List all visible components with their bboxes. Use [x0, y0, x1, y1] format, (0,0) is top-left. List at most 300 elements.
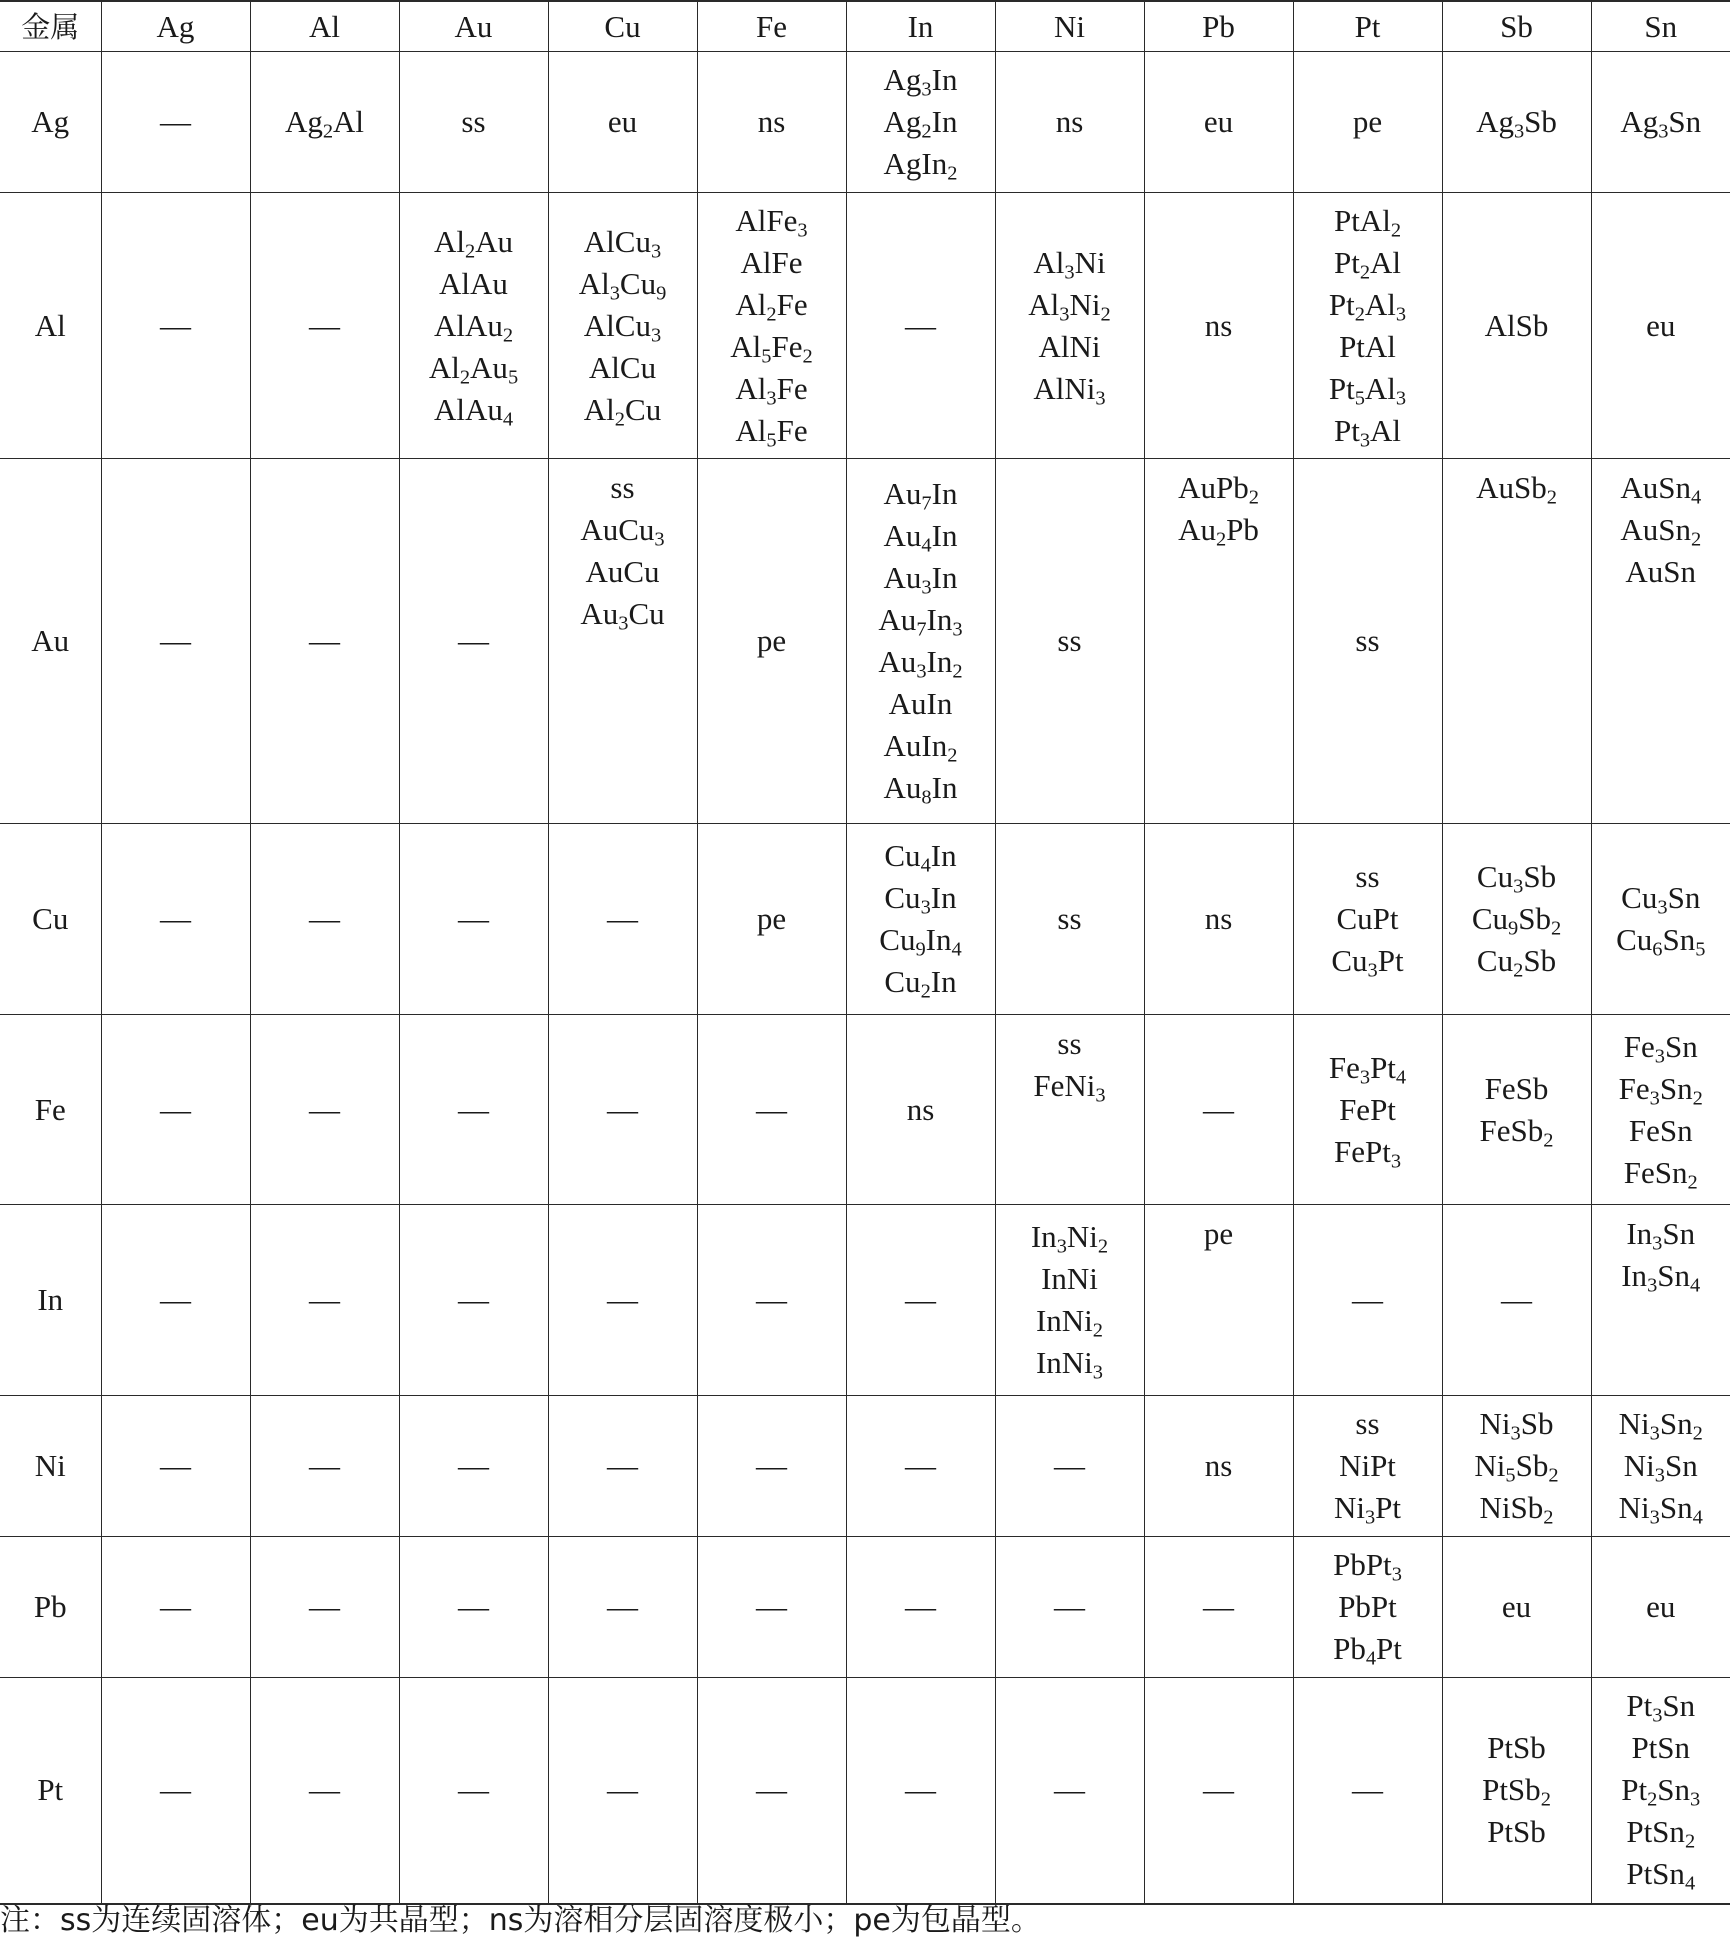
- cell-line: —: [847, 1586, 995, 1628]
- row-header: Ni: [0, 1396, 101, 1537]
- cell-line: —: [102, 620, 250, 662]
- cell-line: $In_3Ni_2$: [996, 1216, 1144, 1258]
- table-cell: [548, 824, 697, 1015]
- cell-line: $Au_3Cu$: [549, 593, 697, 635]
- table-cell: [1442, 193, 1591, 459]
- col-header: Sn: [1591, 1, 1730, 52]
- table-cell: [548, 52, 697, 193]
- table-cell: [995, 1396, 1144, 1537]
- cell-line: $Cu_4In$: [847, 835, 995, 877]
- row-header: Ag: [0, 52, 101, 193]
- table-cell: [697, 1537, 846, 1678]
- cell-line: InNi$_2$: [996, 1300, 1144, 1342]
- table-cell: [1591, 193, 1730, 459]
- cell-line: —: [1145, 1089, 1293, 1131]
- table-cell: [399, 459, 548, 824]
- cell-line: AuIn$_2$: [847, 725, 995, 767]
- cell-line: $Ni_3Pt$: [1294, 1487, 1442, 1529]
- cell-line: $Al_3Ni_2$: [996, 284, 1144, 326]
- cell-line: —: [1294, 1769, 1442, 1811]
- cell-line: —: [251, 1445, 399, 1487]
- table-cell: [995, 1537, 1144, 1678]
- cell-line: $Cu_3Pt$: [1294, 940, 1442, 982]
- cell-line: NiPt: [1294, 1445, 1442, 1487]
- cell-line: —: [847, 1769, 995, 1811]
- cell-line: —: [1145, 1769, 1293, 1811]
- cell-line: AuCu: [549, 551, 697, 593]
- cell-line: —: [549, 1279, 697, 1321]
- cell-line: PtSn$_2$: [1592, 1811, 1730, 1853]
- cell-line: —: [698, 1586, 846, 1628]
- corner-header: 金属: [0, 1, 101, 52]
- cell-line: FePt: [1294, 1089, 1442, 1131]
- header-row: [0, 1, 1730, 52]
- cell-line: AuPb$_2$: [1145, 467, 1293, 509]
- cell-line: $Cu_9Sb_2$: [1443, 898, 1591, 940]
- cell-line: —: [400, 1769, 548, 1811]
- cell-line: InNi: [996, 1258, 1144, 1300]
- cell-line: —: [102, 1089, 250, 1131]
- col-header: Ag: [101, 1, 250, 52]
- cell-line: —: [698, 1089, 846, 1131]
- col-header: Cu: [548, 1, 697, 52]
- table-row: [0, 1015, 1730, 1205]
- row-header: Pb: [0, 1537, 101, 1678]
- col-header: Pt: [1293, 1, 1442, 52]
- cell-line: AlNi$_3$: [996, 368, 1144, 410]
- table-cell: [697, 459, 846, 824]
- cell-line: —: [102, 101, 250, 143]
- cell-line: $Fe_3Pt_4$: [1294, 1047, 1442, 1089]
- cell-line: CuPt: [1294, 898, 1442, 940]
- row-header: Au: [0, 459, 101, 824]
- cell-line: —: [549, 898, 697, 940]
- cell-line: $Au_7In_3$: [847, 599, 995, 641]
- table-cell: [1442, 52, 1591, 193]
- cell-line: $Fe_3Sn_2$: [1592, 1068, 1730, 1110]
- table-cell: [697, 1396, 846, 1537]
- cell-line: PtAl$_2$: [1294, 200, 1442, 242]
- table-cell: [1293, 1205, 1442, 1396]
- cell-line: $Ni_3Sn_2$: [1592, 1403, 1730, 1445]
- cell-line: AlFe$_3$: [698, 200, 846, 242]
- cell-line: —: [400, 620, 548, 662]
- table-cell: [1293, 1537, 1442, 1678]
- table-row: [0, 1205, 1730, 1396]
- table-cell: [399, 193, 548, 459]
- table-cell: [995, 52, 1144, 193]
- cell-line: AlCu$_3$: [549, 305, 697, 347]
- cell-line: FeSn: [1592, 1110, 1730, 1152]
- cell-line: PbPt: [1294, 1586, 1442, 1628]
- table-cell: [1442, 1396, 1591, 1537]
- cell-line: —: [1145, 1586, 1293, 1628]
- cell-line: —: [1443, 1279, 1591, 1321]
- cell-line: AgIn$_2$: [847, 143, 995, 185]
- cell-line: —: [251, 1089, 399, 1131]
- table-cell: [1442, 1015, 1591, 1205]
- cell-line: FePt$_3$: [1294, 1131, 1442, 1173]
- cell-line: $Au_3In_2$: [847, 641, 995, 683]
- table-cell: [250, 52, 399, 193]
- col-header: Au: [399, 1, 548, 52]
- table-cell: [548, 1678, 697, 1904]
- table-row: [0, 824, 1730, 1015]
- cell-line: $Ag_2In$: [847, 101, 995, 143]
- cell-line: ss: [1294, 856, 1442, 898]
- table-cell: [1591, 459, 1730, 824]
- cell-line: —: [847, 1279, 995, 1321]
- table-cell: [846, 1678, 995, 1904]
- cell-line: ss: [996, 1023, 1144, 1065]
- table-cell: [1442, 1205, 1591, 1396]
- table-cell: [846, 1396, 995, 1537]
- table-cell: [1293, 1015, 1442, 1205]
- cell-line: NiSb$_2$: [1443, 1487, 1591, 1529]
- table-cell: [250, 1205, 399, 1396]
- cell-line: PbPt$_3$: [1294, 1544, 1442, 1586]
- table-cell: [995, 193, 1144, 459]
- cell-line: $Al_5Fe_2$: [698, 326, 846, 368]
- table-cell: [1144, 1015, 1293, 1205]
- cell-line: ss: [549, 467, 697, 509]
- table-cell: [1293, 1678, 1442, 1904]
- table-cell: [250, 824, 399, 1015]
- cell-line: pe: [698, 620, 846, 662]
- table-cell: [1591, 1678, 1730, 1904]
- table-cell: [846, 1537, 995, 1678]
- cell-line: $Cu_2Sb$: [1443, 940, 1591, 982]
- cell-line: AuIn: [847, 683, 995, 725]
- cell-line: $Pt_2Al$: [1294, 242, 1442, 284]
- table-cell: [250, 1396, 399, 1537]
- cell-line: PtSb: [1443, 1727, 1591, 1769]
- cell-line: —: [698, 1769, 846, 1811]
- table-cell: [1591, 1537, 1730, 1678]
- table-cell: [250, 1015, 399, 1205]
- cell-line: AlCu$_3$: [549, 221, 697, 263]
- cell-line: ss: [1294, 1403, 1442, 1445]
- cell-line: —: [251, 898, 399, 940]
- cell-line: —: [549, 1089, 697, 1131]
- cell-line: $Al_3Cu_9$: [549, 263, 697, 305]
- table-cell: [995, 1678, 1144, 1904]
- row-header: Fe: [0, 1015, 101, 1205]
- row-header: In: [0, 1205, 101, 1396]
- table-cell: [399, 1205, 548, 1396]
- col-header: Pb: [1144, 1, 1293, 52]
- table-cell: [1144, 1205, 1293, 1396]
- cell-line: —: [102, 1769, 250, 1811]
- cell-line: PtSb$_2$: [1443, 1769, 1591, 1811]
- col-header: Ni: [995, 1, 1144, 52]
- cell-line: AlCu: [549, 347, 697, 389]
- cell-line: $Ni_3Sn_4$: [1592, 1487, 1730, 1529]
- cell-line: $Au_3In$: [847, 557, 995, 599]
- cell-line: $Al_5Fe$: [698, 410, 846, 452]
- table-cell: [250, 193, 399, 459]
- cell-line: —: [698, 1445, 846, 1487]
- cell-line: AlNi: [996, 326, 1144, 368]
- table-cell: [101, 1678, 250, 1904]
- cell-line: —: [251, 305, 399, 347]
- table-cell: [101, 1205, 250, 1396]
- table-cell: [1293, 824, 1442, 1015]
- cell-line: $Au_7In$: [847, 473, 995, 515]
- cell-line: ns: [698, 101, 846, 143]
- table-row: [0, 1678, 1730, 1904]
- table-cell: [399, 1537, 548, 1678]
- cell-line: $Pt_3Sn$: [1592, 1685, 1730, 1727]
- cell-line: —: [251, 1279, 399, 1321]
- table-cell: [1442, 824, 1591, 1015]
- table-cell: [846, 1205, 995, 1396]
- table-cell: [697, 824, 846, 1015]
- cell-line: —: [400, 1089, 548, 1131]
- cell-line: —: [549, 1769, 697, 1811]
- table-cell: [101, 193, 250, 459]
- cell-line: $Pt_2Al_3$: [1294, 284, 1442, 326]
- cell-line: eu: [1145, 101, 1293, 143]
- table-row: [0, 459, 1730, 824]
- cell-line: $Al_2Fe$: [698, 284, 846, 326]
- cell-line: AlSb: [1443, 305, 1591, 347]
- table-cell: [697, 1015, 846, 1205]
- cell-line: $Ni_3Sn$: [1592, 1445, 1730, 1487]
- cell-line: —: [549, 1586, 697, 1628]
- cell-line: eu: [1592, 305, 1730, 347]
- cell-line: ss: [1294, 620, 1442, 662]
- cell-line: $Cu_3In$: [847, 877, 995, 919]
- cell-line: —: [251, 620, 399, 662]
- table-cell: [1293, 193, 1442, 459]
- cell-line: $Au_2Pb$: [1145, 509, 1293, 551]
- table-cell: [250, 1678, 399, 1904]
- table-cell: [548, 1205, 697, 1396]
- cell-line: pe: [1145, 1213, 1293, 1255]
- table-cell: [697, 193, 846, 459]
- cell-line: $Pb_4Pt$: [1294, 1628, 1442, 1670]
- table-cell: [1591, 1205, 1730, 1396]
- table-cell: [548, 1396, 697, 1537]
- table-cell: [399, 824, 548, 1015]
- table-cell: [1293, 459, 1442, 824]
- table-cell: [697, 52, 846, 193]
- table-cell: [399, 52, 548, 193]
- cell-line: AuCu$_3$: [549, 509, 697, 551]
- table-cell: [1591, 1015, 1730, 1205]
- cell-line: $Au_8In$: [847, 767, 995, 809]
- cell-line: pe: [1294, 101, 1442, 143]
- cell-line: AlAu: [400, 263, 548, 305]
- table-cell: [846, 459, 995, 824]
- table-cell: [548, 1015, 697, 1205]
- cell-line: —: [996, 1769, 1144, 1811]
- cell-line: ns: [996, 101, 1144, 143]
- cell-line: $Cu_3Sb$: [1443, 856, 1591, 898]
- cell-line: —: [400, 1445, 548, 1487]
- table-cell: [995, 1205, 1144, 1396]
- cell-line: —: [996, 1445, 1144, 1487]
- cell-line: $Au_4In$: [847, 515, 995, 557]
- cell-line: AlAu$_2$: [400, 305, 548, 347]
- cell-line: ss: [996, 620, 1144, 662]
- cell-line: —: [847, 1445, 995, 1487]
- table-cell: [1293, 1396, 1442, 1537]
- cell-line: $Pt_2Sn_3$: [1592, 1769, 1730, 1811]
- table-cell: [1144, 459, 1293, 824]
- table-cell: [1293, 52, 1442, 193]
- cell-line: —: [549, 1445, 697, 1487]
- cell-line: $Al_2Cu$: [549, 389, 697, 431]
- cell-line: eu: [1443, 1586, 1591, 1628]
- table-note: 注：ss为连续固溶体；eu为共晶型；ns为溶相分层固溶度极小；pe为包晶型。: [0, 1906, 1041, 1936]
- cell-line: AlAu$_4$: [400, 389, 548, 431]
- cell-line: $Pt_3Al$: [1294, 410, 1442, 452]
- table-cell: [399, 1015, 548, 1205]
- cell-line: AuSn: [1592, 551, 1730, 593]
- table-row: [0, 193, 1730, 459]
- col-header: Fe: [697, 1, 846, 52]
- table-cell: [1144, 52, 1293, 193]
- cell-line: InNi$_3$: [996, 1342, 1144, 1384]
- table-cell: [101, 1015, 250, 1205]
- cell-line: $In_3Sn$: [1592, 1213, 1730, 1255]
- cell-line: FeSb$_2$: [1443, 1110, 1591, 1152]
- cell-line: —: [102, 1445, 250, 1487]
- cell-line: $Ag_3Sb$: [1443, 101, 1591, 143]
- cell-line: $Ni_5Sb_2$: [1443, 1445, 1591, 1487]
- table-cell: [548, 193, 697, 459]
- table-cell: [697, 1205, 846, 1396]
- col-header: In: [846, 1, 995, 52]
- cell-line: $Ag_3In$: [847, 59, 995, 101]
- cell-line: —: [102, 1586, 250, 1628]
- cell-line: —: [698, 1279, 846, 1321]
- cell-line: $Al_2Au_5$: [400, 347, 548, 389]
- cell-line: $Cu_6Sn_5$: [1592, 919, 1730, 961]
- table-cell: [1144, 1396, 1293, 1537]
- table-cell: [995, 459, 1144, 824]
- cell-line: —: [847, 305, 995, 347]
- cell-line: AlFe: [698, 242, 846, 284]
- table-cell: [697, 1678, 846, 1904]
- table-cell: [548, 1537, 697, 1678]
- cell-line: —: [400, 1279, 548, 1321]
- table-cell: [1144, 824, 1293, 1015]
- cell-line: PtSb: [1443, 1811, 1591, 1853]
- table-cell: [101, 1396, 250, 1537]
- cell-line: $Al_3Fe$: [698, 368, 846, 410]
- cell-line: $Ni_3Sb$: [1443, 1403, 1591, 1445]
- cell-line: —: [251, 1769, 399, 1811]
- cell-line: —: [400, 898, 548, 940]
- table-cell: [846, 52, 995, 193]
- cell-line: ss: [400, 101, 548, 143]
- col-header: Al: [250, 1, 399, 52]
- table-cell: [1591, 1396, 1730, 1537]
- cell-line: —: [1294, 1279, 1442, 1321]
- cell-line: PtSn: [1592, 1727, 1730, 1769]
- row-header: Cu: [0, 824, 101, 1015]
- cell-line: ns: [847, 1089, 995, 1131]
- table-row: [0, 52, 1730, 193]
- table-cell: [250, 459, 399, 824]
- cell-line: FeNi$_3$: [996, 1065, 1144, 1107]
- table-row: [0, 1537, 1730, 1678]
- cell-line: $Ag_2Al$: [251, 101, 399, 143]
- cell-line: —: [400, 1586, 548, 1628]
- cell-line: pe: [698, 898, 846, 940]
- cell-line: $Fe_3Sn$: [1592, 1026, 1730, 1068]
- cell-line: $Cu_2In$: [847, 961, 995, 1003]
- table-cell: [1144, 1678, 1293, 1904]
- table-row: [0, 1396, 1730, 1537]
- cell-line: $Ag_3Sn$: [1592, 101, 1730, 143]
- table-cell: [101, 52, 250, 193]
- cell-line: ns: [1145, 305, 1293, 347]
- table-body: [0, 52, 1730, 1904]
- cell-line: $Cu_3Sn$: [1592, 877, 1730, 919]
- cell-line: eu: [1592, 1586, 1730, 1628]
- table-cell: [101, 1537, 250, 1678]
- cell-line: $Pt_5Al_3$: [1294, 368, 1442, 410]
- table-cell: [1442, 1537, 1591, 1678]
- row-header: Al: [0, 193, 101, 459]
- table-cell: [995, 1015, 1144, 1205]
- cell-line: AuSn$_2$: [1592, 509, 1730, 551]
- table-cell: [1591, 52, 1730, 193]
- table-cell: [1442, 459, 1591, 824]
- table-cell: [1442, 1678, 1591, 1904]
- table-cell: [1144, 1537, 1293, 1678]
- cell-line: eu: [549, 101, 697, 143]
- table-cell: [101, 824, 250, 1015]
- cell-line: FeSn$_2$: [1592, 1152, 1730, 1194]
- cell-line: ns: [1145, 1445, 1293, 1487]
- table-cell: [1144, 193, 1293, 459]
- cell-line: AuSn$_4$: [1592, 467, 1730, 509]
- cell-line: $Al_2Au$: [400, 221, 548, 263]
- table-cell: [846, 824, 995, 1015]
- cell-line: FeSb: [1443, 1068, 1591, 1110]
- table-cell: [1591, 824, 1730, 1015]
- cell-line: —: [251, 1586, 399, 1628]
- cell-line: —: [102, 1279, 250, 1321]
- table-cell: [101, 459, 250, 824]
- cell-line: —: [102, 305, 250, 347]
- table-cell: [399, 1678, 548, 1904]
- cell-line: AuSb$_2$: [1443, 467, 1591, 509]
- cell-line: ns: [1145, 898, 1293, 940]
- table-cell: [399, 1396, 548, 1537]
- cell-line: $In_3Sn_4$: [1592, 1255, 1730, 1297]
- table-cell: [995, 824, 1144, 1015]
- table-cell: [250, 1537, 399, 1678]
- cell-line: $Al_3Ni$: [996, 242, 1144, 284]
- table-cell: [846, 193, 995, 459]
- cell-line: PtSn$_4$: [1592, 1853, 1730, 1895]
- col-header: Sb: [1442, 1, 1591, 52]
- cell-line: $Cu_9In_4$: [847, 919, 995, 961]
- row-header: Pt: [0, 1678, 101, 1904]
- table-cell: [548, 459, 697, 824]
- cell-line: —: [996, 1586, 1144, 1628]
- cell-line: ss: [996, 898, 1144, 940]
- cell-line: PtAl: [1294, 326, 1442, 368]
- table-cell: [846, 1015, 995, 1205]
- cell-line: —: [102, 898, 250, 940]
